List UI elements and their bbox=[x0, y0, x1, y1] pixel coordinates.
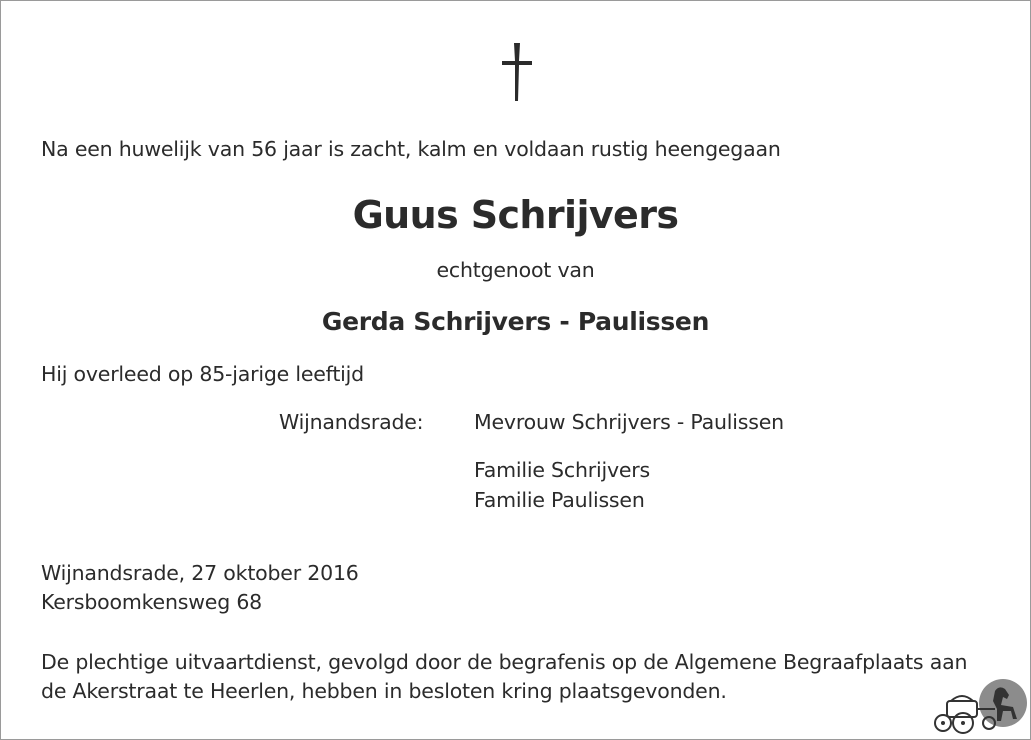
family-member: Mevrouw Schrijvers - Paulissen bbox=[474, 410, 784, 434]
intro-text: Na een huwelijk van 56 jaar is zacht, kalm en voldaan rustig heengegaan bbox=[41, 137, 781, 161]
address-text: Kersboomkensweg 68 bbox=[41, 590, 263, 614]
relation-text: echtgenoot van bbox=[436, 258, 595, 282]
family-member: Familie Schrijvers bbox=[474, 458, 651, 482]
age-text: Hij overleed op 85-jarige leeftijd bbox=[41, 362, 364, 386]
horse-carriage-logo bbox=[929, 679, 1027, 735]
family-place-label: Wijnandsrade: bbox=[279, 410, 424, 434]
cross-icon bbox=[497, 41, 537, 103]
place-date-text: Wijnandsrade, 27 oktober 2016 bbox=[41, 561, 359, 585]
funeral-text-line2: de Akerstraat te Heerlen, hebben in besloten kring plaatsgevonden. bbox=[41, 679, 727, 703]
family-member: Familie Paulissen bbox=[474, 488, 645, 512]
deceased-name: Guus Schrijvers bbox=[352, 193, 679, 237]
spouse-name: Gerda Schrijvers - Paulissen bbox=[321, 307, 710, 336]
funeral-text-line1: De plechtige uitvaartdienst, gevolgd door de begrafenis op de Algemene Begraafplaats aan bbox=[41, 650, 968, 674]
